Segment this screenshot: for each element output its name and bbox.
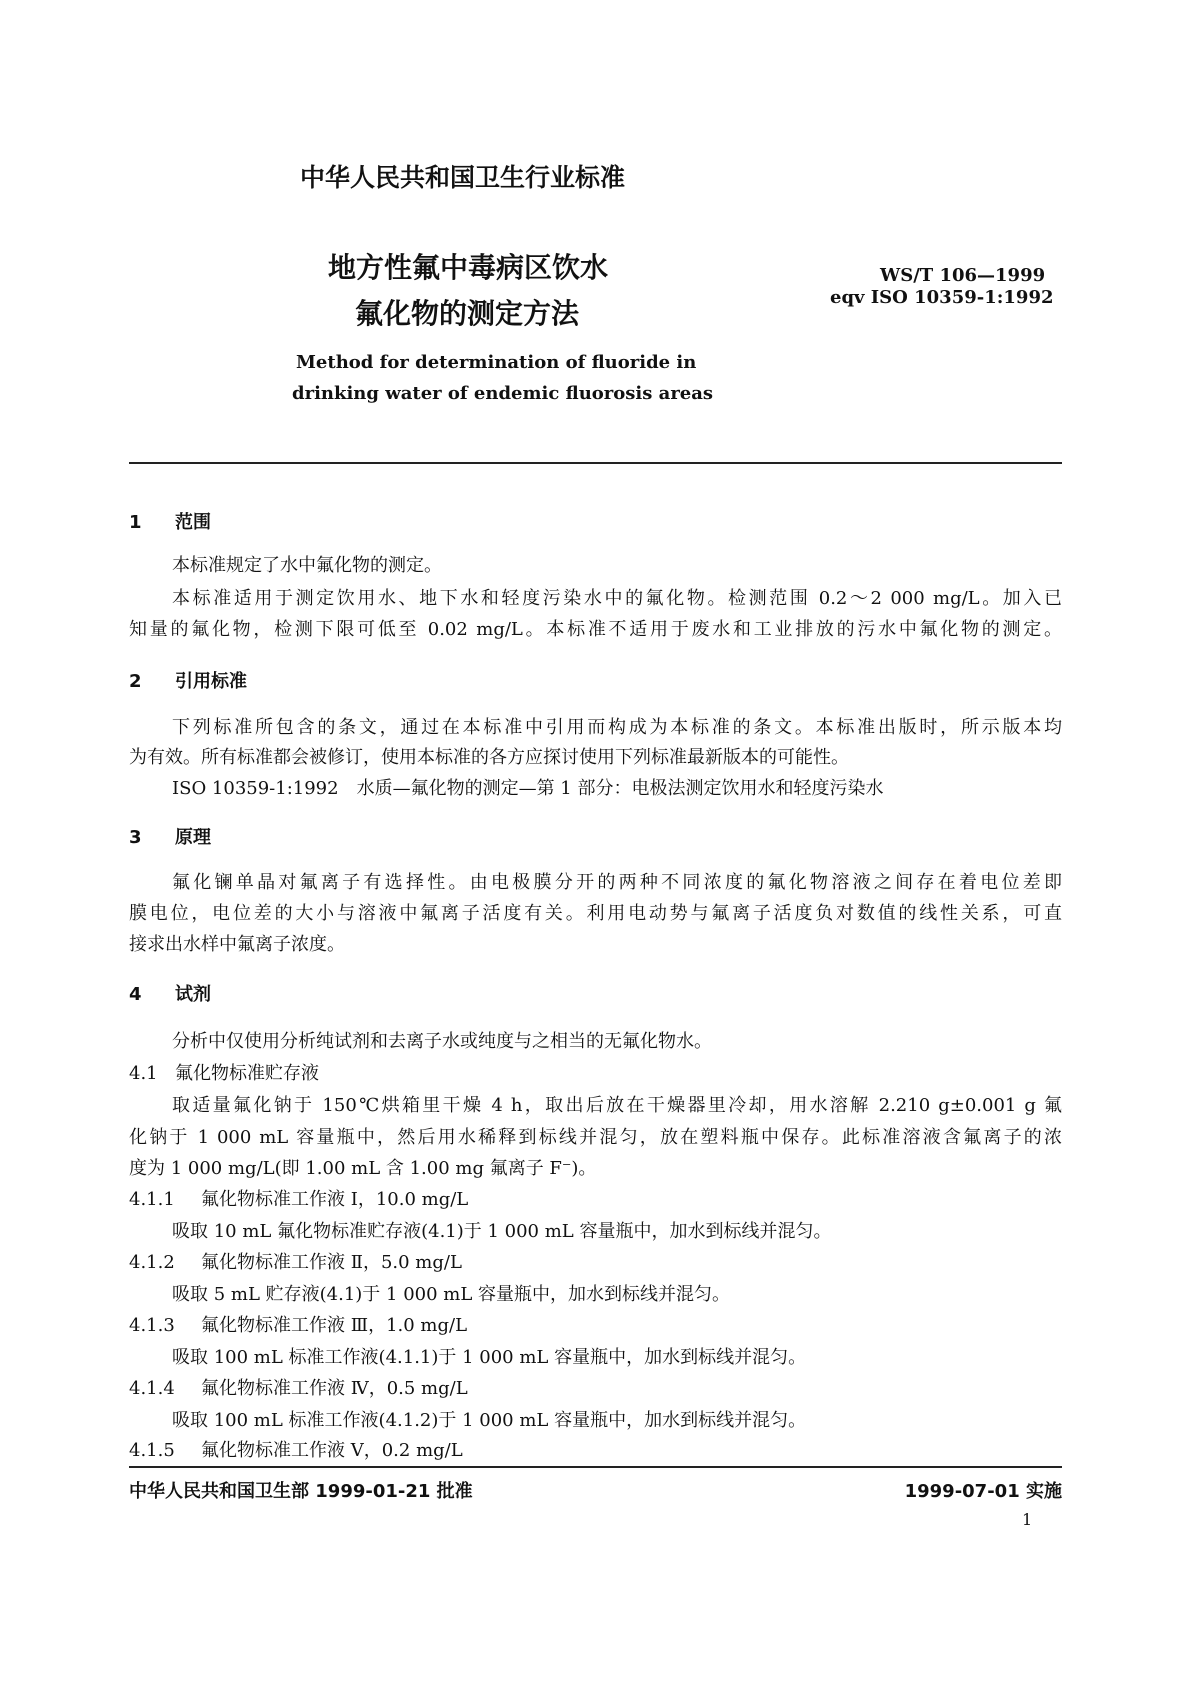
doc-title-line2: 氟化物的测定方法 (355, 297, 580, 330)
s41-line3: 度为 1 000 mg/L(即 1.00 mL 含 1.00 mg 氟离子 F⁻)。 (129, 1158, 597, 1179)
s2-line2: 为有效。所有标准都会被修订，使用本标准的各方应探讨使用下列标准最新版本的可能性。 (129, 747, 849, 768)
item-title: 氟化物标准工作液 Ⅰ，10.0 mg/L (201, 1189, 469, 1210)
s2-reference: ISO 10359-1:1992 水质—氟化物的测定—第 1 部分：电极法测定饮用水和轻度污染水 (172, 778, 884, 799)
item-title: 氟化物标准工作液 Ⅲ，1.0 mg/L (201, 1315, 468, 1336)
s3-line1: 氟化镧单晶对氟离子有选择性。由电极膜分开的两种不同浓度的氟化物溶液之间存在着电位差即 (172, 872, 1062, 893)
item-title: 氟化物标准工作液 Ⅱ，5.0 mg/L (201, 1252, 462, 1273)
item-number: 4.1.5 (129, 1440, 175, 1461)
s2-line1: 下列标准所包含的条文，通过在本标准中引用而构成为本标准的条文。本标准出版时，所示版本均 (172, 717, 1062, 738)
item-4-1-4-text: 吸取 100 mL 标准工作液(4.1.2)于 1 000 mL 容量瓶中，加水到标线并混匀。 (172, 1410, 807, 1431)
header-divider (129, 462, 1062, 464)
item-4-1-1-text: 吸取 10 mL 氟化物标准贮存液(4.1)于 1 000 mL 容量瓶中，加水到标线并混匀。 (172, 1221, 832, 1242)
section-2-heading (129, 667, 1062, 693)
section-title: 范围 (175, 512, 211, 533)
subsection-4-1-heading (129, 1059, 1062, 1085)
section-title: 试剂 (175, 984, 211, 1005)
footer-divider (129, 1466, 1062, 1468)
item-4-1-3-heading (129, 1311, 1062, 1337)
english-title-line1: Method for determination of fluoride in (296, 352, 697, 373)
subsection-number: 4.1 (129, 1063, 158, 1084)
effective-date: 1999-07-01 实施 (904, 1481, 1062, 1502)
item-number: 4.1.2 (129, 1252, 175, 1273)
english-title-line2: drinking water of endemic fluorosis areas (292, 383, 714, 404)
item-title: 氟化物标准工作液 Ⅳ，0.5 mg/L (201, 1378, 468, 1399)
s41-line1: 取适量氟化钠于 150℃烘箱里干燥 4 h，取出后放在干燥器里冷却，用水溶解 2.210 g±0.001 g 氟 (172, 1095, 1062, 1116)
org-standard-heading: 中华人民共和国卫生行业标准 (300, 163, 626, 192)
section-4-heading (129, 980, 1062, 1006)
section-3-heading (129, 823, 1062, 849)
item-4-1-2-text: 吸取 5 mL 贮存液(4.1)于 1 000 mL 容量瓶中，加水到标线并混匀。 (172, 1284, 731, 1305)
section-number: 4 (129, 984, 142, 1005)
item-4-1-2-heading (129, 1248, 1062, 1274)
item-4-1-1-heading (129, 1185, 1062, 1211)
item-number: 4.1.3 (129, 1315, 175, 1336)
approval-date: 中华人民共和国卫生部 1999-01-21 批准 (129, 1481, 473, 1502)
s1-line2: 本标准适用于测定饮用水、地下水和轻度污染水中的氟化物。检测范围 0.2～2 000 mg/L。加入已 (172, 588, 1062, 609)
equivalent-standard: eqv ISO 10359-1:1992 (830, 287, 1054, 308)
doc-title-line1: 地方性氟中毒病区饮水 (328, 251, 609, 284)
section-number: 1 (129, 512, 142, 533)
subsection-title: 氟化物标准贮存液 (175, 1063, 319, 1084)
section-title: 引用标准 (175, 671, 247, 692)
page-number: 1 (1022, 1510, 1033, 1529)
s1-line3: 知量的氟化物，检测下限可低至 0.02 mg/L。本标准不适用于废水和工业排放的污水中氟化物的测定。 (129, 619, 1062, 640)
s3-line2: 膜电位，电位差的大小与溶液中氟离子活度有关。利用电动势与氟离子活度负对数值的线性关系，可直 (129, 903, 1062, 924)
item-title: 氟化物标准工作液 Ⅴ，0.2 mg/L (201, 1440, 463, 1461)
section-title: 原理 (175, 827, 211, 848)
item-4-1-5-heading (129, 1436, 1062, 1462)
s1-line1: 本标准规定了水中氟化物的测定。 (172, 555, 442, 576)
section-number: 2 (129, 671, 142, 692)
item-number: 4.1.4 (129, 1378, 175, 1399)
s3-line3: 接求出水样中氟离子浓度。 (129, 934, 345, 955)
item-4-1-4-heading (129, 1374, 1062, 1400)
item-number: 4.1.1 (129, 1189, 175, 1210)
section-number: 3 (129, 827, 142, 848)
item-4-1-3-text: 吸取 100 mL 标准工作液(4.1.1)于 1 000 mL 容量瓶中，加水到标线并混匀。 (172, 1347, 807, 1368)
standard-code: WS/T 106—1999 (880, 265, 1046, 286)
section-1-heading (129, 508, 1062, 534)
s41-line2: 化钠于 1 000 mL 容量瓶中，然后用水稀释到标线并混匀，放在塑料瓶中保存。此标准溶液含氟离子的浓 (129, 1127, 1062, 1148)
s4-line1: 分析中仅使用分析纯试剂和去离子水或纯度与之相当的无氟化物水。 (172, 1031, 712, 1052)
